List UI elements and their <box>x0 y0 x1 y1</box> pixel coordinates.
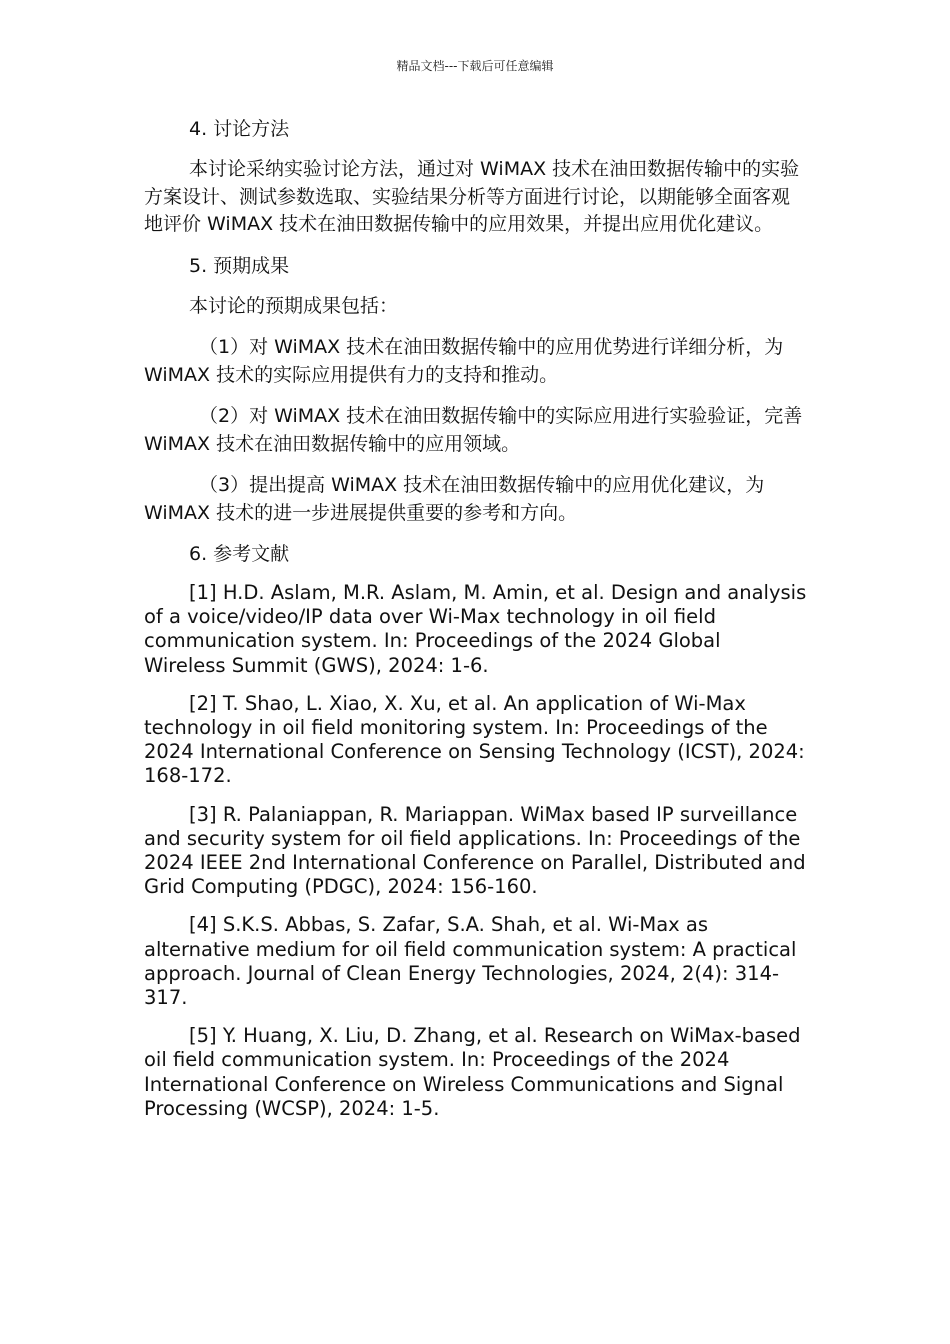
reference-5: [5] Y. Huang, X. Liu, D. Zhang, et al. Research on WiMax-based oil field communication system. In: Proceedings of the 2024 International Conference on Wireless Communications and Signal Processing (WCSP), 2024: 1-5. <box>144 1024 801 1120</box>
results-item-3: （3）提出提高 WiMAX 技术在油田数据传输中的应用优化建议，为 WiMAX 技术的进一步进展提供重要的参考和方向。 <box>144 474 765 524</box>
reference-1: [1] H.D. Aslam, M.R. Aslam, M. Amin, et al. Design and analysis of a voice/video/IP data over Wi-Max technology in oil field communication system. In: Proceedings of the 2024 Global Wireless Summit (GWS), 2024: 1-6. <box>144 581 807 677</box>
document-body <box>144 116 808 1135</box>
reference-4: [4] S.K.S. Abbas, S. Zafar, S.A. Shah, et al. Wi-Max as alternative medium for oil field communication system: A practical approach. Journal of Clean Energy Technologies, 2024, 2(4): 314-317. <box>144 913 797 1010</box>
page-header: 精品文档---下载后可任意编辑 <box>396 59 554 73</box>
section-heading-references: 6. 参考文献 <box>189 543 290 565</box>
reference-3: [3] R. Palaniappan, R. Mariappan. WiMax based IP surveillance and security system for oil field applications. In: Proceedings of the 2024 IEEE 2nd International Conference on Parallel, Distributed and Grid Computing (PDGC), 2024: 156-160. <box>144 802 806 899</box>
reference-2: [2] T. Shao, L. Xiao, X. Xu, et al. An application of Wi-Max technology in oil field monitoring system. In: Proceedings of the 2024 International Conference on Sensing Technology (ICST), 2024: 168-172. <box>144 691 805 788</box>
results-item-1: （1）对 WiMAX 技术在油田数据传输中的应用优势进行详细分析，为 WiMAX 技术的实际应用提供有力的支持和推动。 <box>144 336 784 386</box>
section-heading-methods: 4. 讨论方法 <box>189 118 290 140</box>
results-intro: 本讨论的预期成果包括： <box>189 294 399 317</box>
section-heading-results: 5. 预期成果 <box>189 254 290 277</box>
methods-paragraph: 本讨论采纳实验讨论方法，通过对 WiMAX 技术在油田数据传输中的实验方案设计、测试参数选取、实验结果分析等方面进行讨论，以期能够全面客观地评价 WiMAX 技术在油田数据传输中的应用效果，并提出应用优化建议。 <box>144 158 800 235</box>
results-item-2: （2）对 WiMAX 技术在油田数据传输中的实际应用进行实验验证，完善 WiMAX 技术在油田数据传输中的应用领域。 <box>144 405 803 455</box>
